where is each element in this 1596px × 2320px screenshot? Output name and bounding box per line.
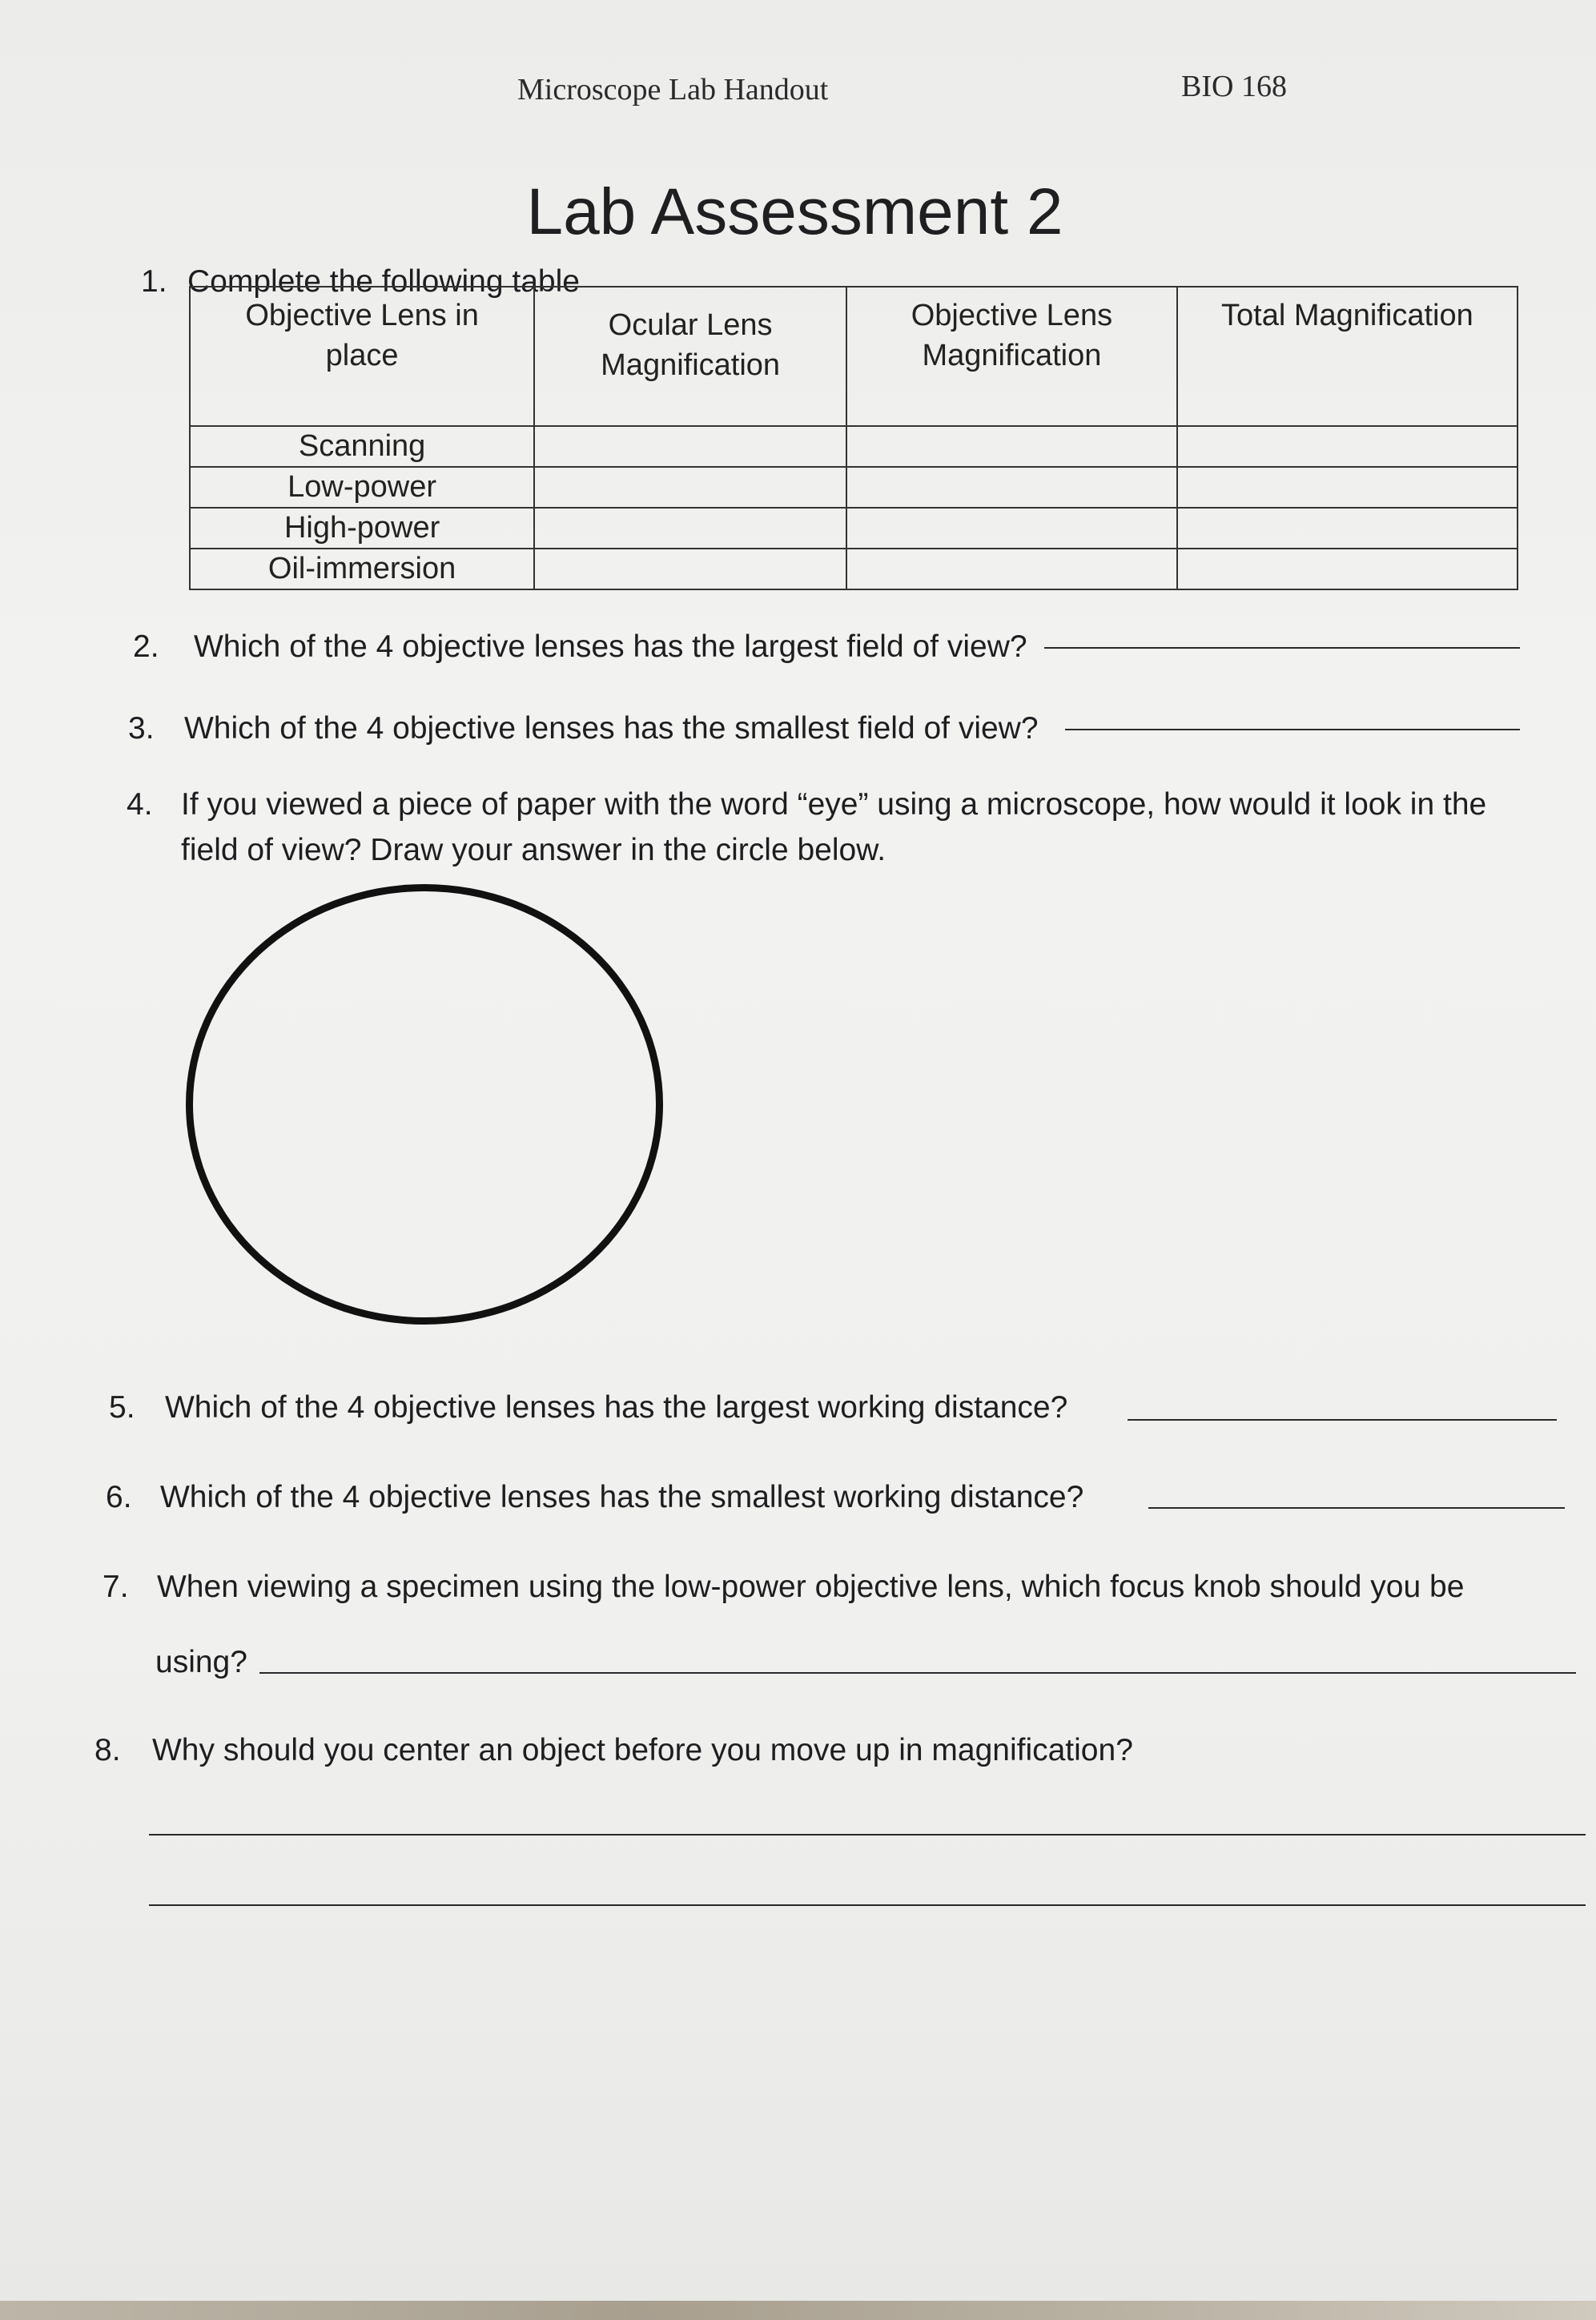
answer-line-3[interactable] [1065, 729, 1520, 730]
handout-title: Microscope Lab Handout [517, 73, 829, 107]
question-2 [133, 629, 1027, 665]
answer-line-7[interactable] [259, 1672, 1576, 1674]
column-header: Objective Lens Magnification [846, 287, 1177, 426]
question-5 [109, 1390, 1067, 1425]
question-3 [128, 711, 1039, 746]
ocular-answer-cell[interactable] [534, 549, 846, 589]
column-header: Objective Lens in place [190, 287, 534, 426]
question-number: 1. [141, 264, 167, 299]
answer-line-8b[interactable] [149, 1904, 1586, 1906]
question-number: 8. [94, 1733, 121, 1767]
ocular-answer-cell[interactable] [534, 426, 846, 467]
table-row [190, 508, 1518, 549]
course-code: BIO 168 [1181, 70, 1287, 103]
question-number: 5. [109, 1390, 135, 1425]
question-text: When viewing a specimen using the low-power objective lens, which focus knob should you be [157, 1570, 1465, 1604]
lens-name-cell: Low-power [190, 467, 534, 508]
page-title: Lab Assessment 2 [526, 175, 1063, 248]
answer-line-2[interactable] [1044, 647, 1520, 649]
table-surface-edge [0, 2301, 1596, 2320]
column-header: Ocular Lens Magnification [534, 287, 846, 426]
lens-name-cell: Scanning [190, 426, 534, 467]
total-answer-cell[interactable] [1177, 467, 1518, 508]
question-6 [106, 1480, 1083, 1515]
objective-answer-cell[interactable] [846, 467, 1177, 508]
total-answer-cell[interactable] [1177, 426, 1518, 467]
question-number: 3. [128, 711, 155, 746]
table-row [190, 549, 1518, 589]
objective-answer-cell[interactable] [846, 426, 1177, 467]
question-number: 4. [127, 787, 153, 822]
table-row [190, 467, 1518, 508]
question-text: Which of the 4 objective lenses has the smallest field of view? [184, 711, 1039, 746]
objective-answer-cell[interactable] [846, 549, 1177, 589]
question-text: If you viewed a piece of paper with the word “eye” using a microscope, how would it look in the [181, 787, 1487, 822]
question-text: Which of the 4 objective lenses has the largest field of view? [194, 629, 1027, 664]
magnification-table [189, 286, 1518, 590]
ocular-answer-cell[interactable] [534, 467, 846, 508]
table-header-row [190, 287, 1518, 426]
column-header: Total Magnification [1177, 287, 1518, 426]
total-answer-cell[interactable] [1177, 508, 1518, 549]
question-text: field of view? Draw your answer in the circle below. [181, 833, 886, 867]
question-text: Which of the 4 objective lenses has the smallest working distance? [160, 1480, 1084, 1514]
answer-line-8a[interactable] [149, 1834, 1586, 1835]
lens-name-cell: Oil-immersion [190, 549, 534, 589]
question-number: 7. [103, 1570, 129, 1604]
answer-line-5[interactable] [1128, 1419, 1557, 1421]
question-8 [94, 1733, 1133, 1768]
question-text: Complete the following table [187, 264, 580, 299]
table-row [190, 426, 1518, 467]
question-4 [127, 787, 1486, 822]
objective-answer-cell[interactable] [846, 508, 1177, 549]
question-7-continued [155, 1645, 247, 1680]
question-number: 6. [106, 1480, 132, 1514]
drawing-circle[interactable] [186, 884, 663, 1325]
answer-line-6[interactable] [1148, 1507, 1565, 1509]
ocular-answer-cell[interactable] [534, 508, 846, 549]
question-text: Which of the 4 objective lenses has the largest working distance? [165, 1390, 1068, 1425]
question-text: using? [155, 1645, 247, 1679]
question-text: Why should you center an object before you move up in magnification? [152, 1733, 1133, 1767]
total-answer-cell[interactable] [1177, 549, 1518, 589]
question-4-continued [181, 833, 886, 868]
question-number: 2. [133, 629, 159, 664]
question-7 [103, 1570, 1464, 1605]
lens-name-cell: High-power [190, 508, 534, 549]
